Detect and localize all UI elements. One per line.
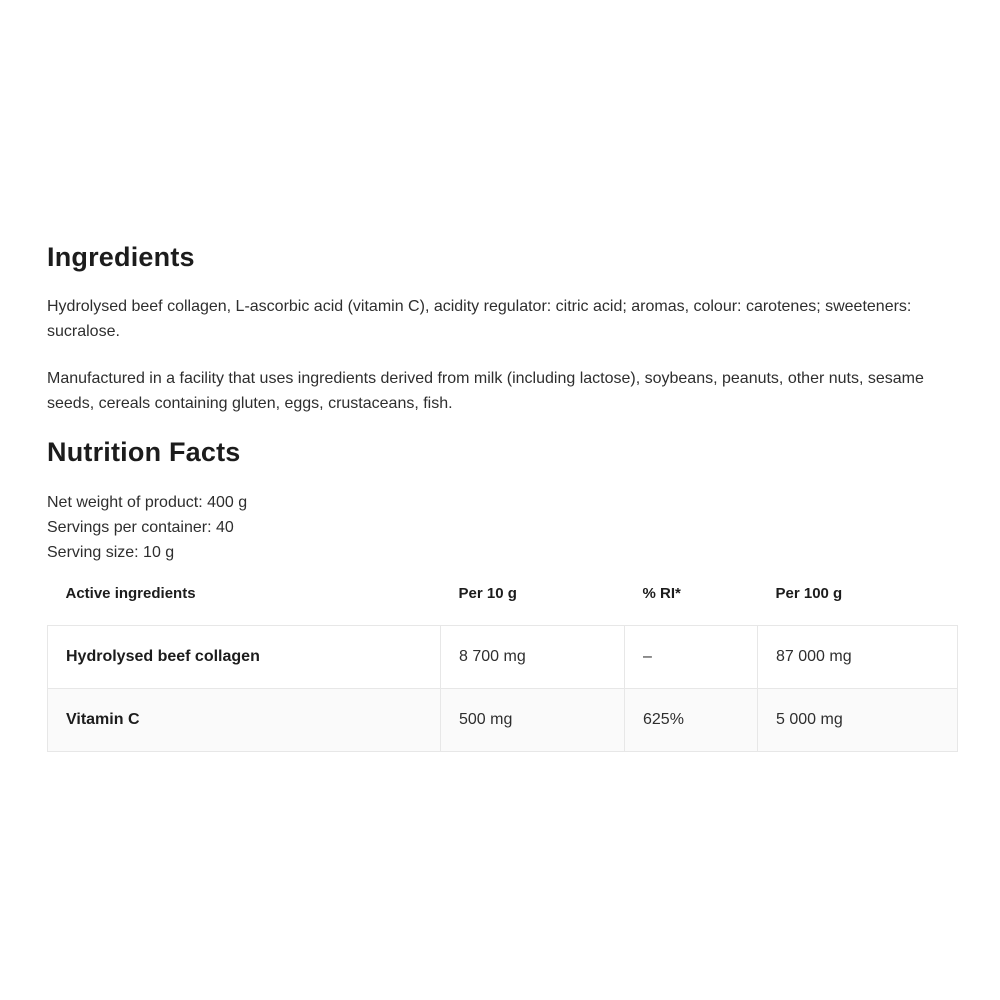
column-header-ri-percent: % RI* [642, 585, 681, 602]
table-header-row [48, 585, 958, 626]
servings-per-container-text: Servings per container: 40 [47, 519, 234, 536]
ingredients-section-title: Ingredients [47, 242, 195, 272]
table-row [48, 689, 958, 752]
nutrition-table [47, 585, 958, 752]
per-100g-value-cell: 5 000 mg [758, 689, 958, 752]
per-10g-value-cell: 8 700 mg [441, 626, 625, 689]
column-header-per-10g: Per 10 g [458, 585, 517, 602]
table-row [48, 626, 958, 689]
ri-value-cell: – [625, 626, 758, 689]
ingredients-composition-text: Hydrolysed beef collagen, L-ascorbic acid (vitamin C), acidity regulator: citric acid; aromas, colour: carotenes; sweeteners: sucralose. [47, 298, 912, 340]
allergen-notice-text: Manufactured in a facility that uses ingredients derived from milk (including lactose), soybeans, peanuts, other nuts, sesame seeds, cereals containing gluten, eggs, crustaceans, fish. [47, 370, 924, 412]
ingredient-name-cell: Vitamin C [48, 689, 441, 752]
per-100g-value-cell: 87 000 mg [758, 626, 958, 689]
ri-value-cell: 625% [625, 689, 758, 752]
nutrition-facts-section-title: Nutrition Facts [47, 437, 241, 467]
per-10g-value-cell: 500 mg [441, 689, 625, 752]
serving-size-text: Serving size: 10 g [47, 544, 175, 561]
net-weight-text: Net weight of product: 400 g [47, 494, 248, 511]
column-header-active-ingredients: Active ingredients [65, 585, 196, 602]
column-header-per-100g: Per 100 g [775, 585, 843, 602]
ingredient-name-cell: Hydrolysed beef collagen [48, 626, 441, 689]
